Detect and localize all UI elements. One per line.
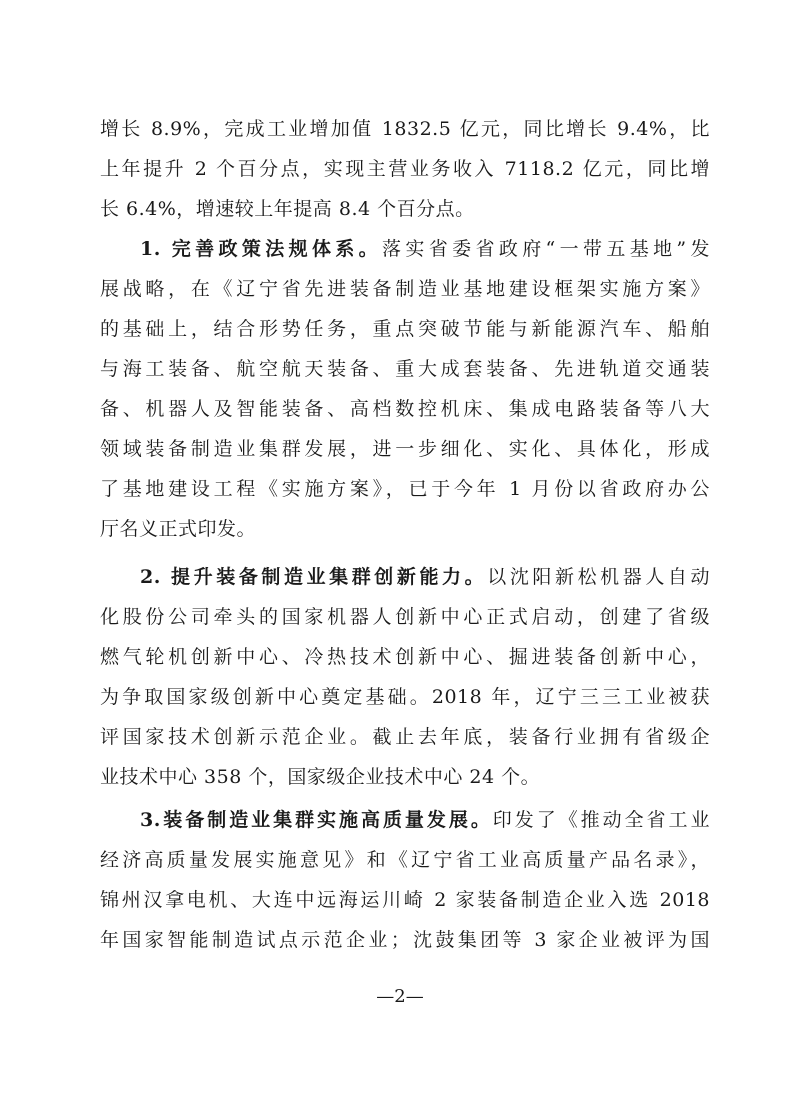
text-line: 上年提升 2 个百分点，实现主营业务收入 7118.2 亿元，同比增 [100,158,710,180]
section-heading: 3.装备制造业集群实施高质量发展。 [140,809,493,831]
text-line [100,800,710,840]
paragraph-growth-stats [100,109,710,229]
text-line: 展战略，在《辽宁省先进装备制造业基地建设框架实施方案》 [100,278,710,300]
text-line: 的基础上，结合形势任务，重点突破节能与新能源汽车、船舶 [100,318,710,340]
text-line: 业技术中心 358 个，国家级企业技术中心 24 个。 [100,766,541,788]
text-line: 领域装备制造业集群发展，进一步细化、实化、具体化，形成 [100,438,710,460]
text-line: 增长 8.9%，完成工业增加值 1832.5 亿元，同比增长 9.4%，比 [100,118,710,140]
text-line: 年国家智能制造试点示范企业；沈鼓集团等 3 家企业被评为国 [100,929,710,951]
text-line: 化股份公司牵头的国家机器人创新中心正式启动，创建了省级 [100,606,710,628]
text-line [100,557,710,597]
text-line: 为争取国家级创新中心奠定基础。2018 年，辽宁三三工业被获 [100,686,710,708]
section-heading: 1. 完善政策法规体系。 [140,238,383,260]
text-line: 燃气轮机创新中心、冷热技术创新中心、掘进装备创新中心， [100,646,710,668]
text-line [100,229,710,269]
text-line: 经济高质量发展实施意见》和《辽宁省工业高质量产品名录》， [100,849,710,871]
text-line: 评国家技术创新示范企业。截止去年底，装备行业拥有省级企 [100,726,710,748]
page-number: —2— [376,986,424,1007]
paragraph-high-quality [100,800,710,960]
text-line: 与海工装备、航空航天装备、重大成套装备、先进轨道交通装 [100,358,710,380]
text-line: 锦州汉拿电机、大连中远海运川崎 2 家装备制造企业入选 2018 [100,889,710,911]
section-heading: 2. 提升装备制造业集群创新能力。 [140,566,488,588]
text-line: 长 6.4%，增速较上年提高 8.4 个百分点。 [100,198,475,220]
text-run: 以沈阳新松机器人自动 [487,566,710,588]
text-run: 印发了《推动全省工业 [492,809,710,831]
paragraph-innovation [100,557,710,797]
text-run: 落实省委省政府“一带五基地”发 [382,238,710,260]
paragraph-policy-system [100,229,710,549]
text-line: 备、机器人及智能装备、高档数控机床、集成电路装备等八大 [100,398,710,420]
text-line: 厅名义正式印发。 [100,518,257,540]
text-line: 了基地建设工程《实施方案》，已于今年 1 月份以省政府办公 [100,478,710,500]
